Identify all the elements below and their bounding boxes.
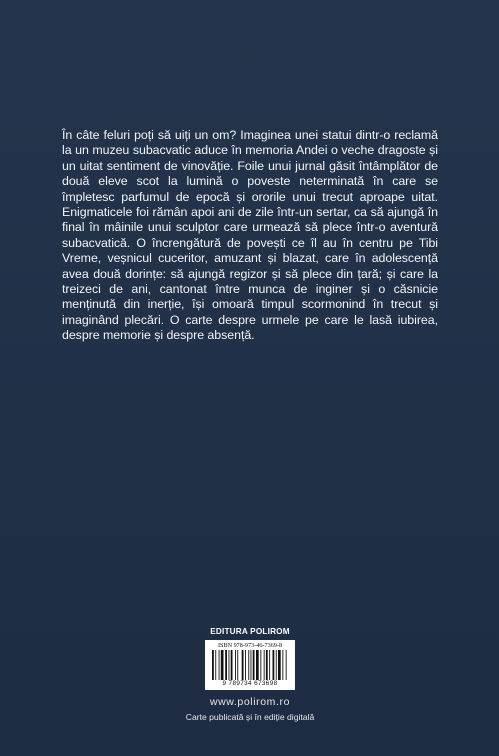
isbn-label: ISBN 978-973-46-7369-8	[217, 642, 283, 649]
barcode-digits: 9 789734 673698	[222, 680, 278, 687]
publisher-block	[203, 627, 297, 690]
book-blurb	[62, 128, 438, 344]
blurb-text: În câte feluri poți să uiți un om? Imaginea unei statui dintr-o reclamă la un muzeu subacvatic aduce în memoria Andei o veche dragoste și un uitat sentiment de vinovăție. Foile unui jurnal găsit întâmplător de două eleve scot la lumină o poveste neterminată în care se împletesc parfumul de epocă și ororile unui trecut aproape uitat. Enigmaticele foi rămân apoi ani de zile într-un sertar, ca să ajungă în final în mâinile unui sculptor care urmează să plece într-o aventură subacvatică. O încrengătură de povești ce îl au în centru pe Tibi Vreme, veșnicul cuceritor, amuzant și blazat, care în adolescență avea două dorințe: să ajungă regizor și să plece din țară; și care la treizeci de ani, cantonat între munca de inginer și o căsnicie menținută din inerție, își omoară timpul scormonind în trecut și imaginând plecări. O carte despre urmele pe care le lasă iubirea, despre memorie și despre absență.	[62, 128, 438, 343]
digital-edition-note: Carte publicată și în ediție digitală	[185, 712, 315, 722]
barcode-image	[210, 650, 290, 680]
barcode-box	[205, 640, 295, 690]
publisher-name: EDITURA POLIROM	[210, 627, 290, 636]
publisher-website: www.polirom.ro	[209, 696, 291, 708]
